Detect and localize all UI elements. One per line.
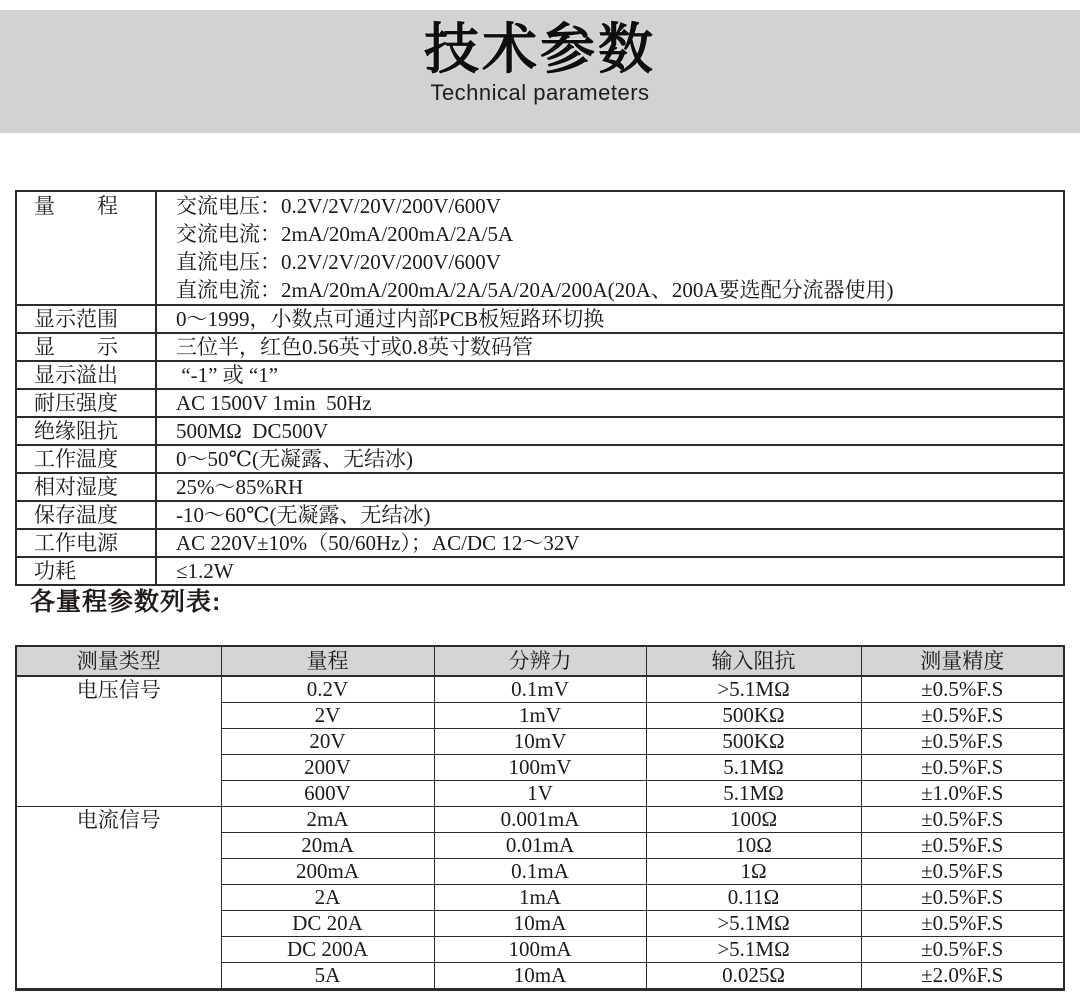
range-row <box>16 676 1064 703</box>
range-cell: ±0.5%F.S <box>861 937 1064 963</box>
spec-label-cell: 功耗 <box>16 557 156 585</box>
range-cell: ±0.5%F.S <box>861 703 1064 729</box>
range-cell: 5A <box>221 963 434 990</box>
range-header-cell: 分辨力 <box>434 646 646 676</box>
spec-value-line: ≤1.2W <box>176 559 234 583</box>
range-cell: 0.001mA <box>434 807 646 833</box>
spec-value-cell <box>156 333 1064 361</box>
page-title: 技术参数 <box>423 18 656 80</box>
range-cell: 2V <box>221 703 434 729</box>
range-cell: 1mV <box>434 703 646 729</box>
range-type-cell: 电流信号 <box>16 807 221 990</box>
spec-value-line: 500MΩ DC500V <box>176 419 329 443</box>
range-cell: 1V <box>434 781 646 807</box>
spec-value-cell <box>156 389 1064 417</box>
range-cell: DC 20A <box>221 911 434 937</box>
spec-table <box>15 190 1065 586</box>
spec-value-cell <box>156 417 1064 445</box>
spec-value-line: 交流电流：2mA/20mA/200mA/2A/5A <box>176 222 514 246</box>
spec-label-cell: 耐压强度 <box>16 389 156 417</box>
range-cell: 0.1mA <box>434 859 646 885</box>
range-cell: >5.1MΩ <box>646 937 861 963</box>
range-cell: 100mV <box>434 755 646 781</box>
range-cell: 200V <box>221 755 434 781</box>
spec-row <box>16 557 1064 585</box>
spec-row <box>16 361 1064 389</box>
range-header-cell: 量程 <box>221 646 434 676</box>
range-cell: ±2.0%F.S <box>861 963 1064 990</box>
range-cell: 10Ω <box>646 833 861 859</box>
spec-value-cell <box>156 557 1064 585</box>
range-cell: >5.1MΩ <box>646 676 861 703</box>
spec-label-cell: 相对湿度 <box>16 473 156 501</box>
range-cell: 100Ω <box>646 807 861 833</box>
range-cell: 500KΩ <box>646 703 861 729</box>
range-cell: >5.1MΩ <box>646 911 861 937</box>
range-table <box>15 645 1065 991</box>
spec-value-line: AC 220V±10%（50/60Hz）；AC/DC 12～32V <box>176 531 580 555</box>
range-header-cell: 输入阻抗 <box>646 646 861 676</box>
spec-value-line: 0～50℃(无凝露、无结冰) <box>176 447 413 471</box>
spec-row <box>16 501 1064 529</box>
range-cell: 20V <box>221 729 434 755</box>
spec-row <box>16 417 1064 445</box>
header-band <box>0 10 1080 133</box>
spec-label-cell: 工作温度 <box>16 445 156 473</box>
spec-value-line: 三位半，红色0.56英寸或0.8英寸数码管 <box>176 335 533 359</box>
range-cell: 500KΩ <box>646 729 861 755</box>
range-header-cell: 测量精度 <box>861 646 1064 676</box>
range-cell: ±0.5%F.S <box>861 859 1064 885</box>
spec-row <box>16 529 1064 557</box>
spec-row <box>16 445 1064 473</box>
range-cell: ±1.0%F.S <box>861 781 1064 807</box>
spec-value-line: 25%～85%RH <box>176 475 304 499</box>
spec-row <box>16 191 1064 305</box>
spec-row <box>16 305 1064 333</box>
spec-value-cell <box>156 191 1064 305</box>
spec-value-line: 0～1999，小数点可通过内部PCB板短路环切换 <box>176 307 605 331</box>
range-type-cell: 电压信号 <box>16 676 221 807</box>
spec-label-cell: 显示范围 <box>16 305 156 333</box>
range-cell: ±0.5%F.S <box>861 833 1064 859</box>
range-cell: 1Ω <box>646 859 861 885</box>
section-title: 各量程参数列表: <box>30 588 222 616</box>
range-header-cell: 测量类型 <box>16 646 221 676</box>
spec-label-cell: 量 程 <box>16 191 156 305</box>
spec-value-line: 交流电压：0.2V/2V/20V/200V/600V <box>176 194 501 218</box>
spec-row <box>16 333 1064 361</box>
range-cell: DC 200A <box>221 937 434 963</box>
spec-label-cell: 显示溢出 <box>16 361 156 389</box>
spec-label-cell: 工作电源 <box>16 529 156 557</box>
range-cell: 600V <box>221 781 434 807</box>
spec-label-cell: 绝缘阻抗 <box>16 417 156 445</box>
spec-row <box>16 473 1064 501</box>
spec-value-line: 直流电压：0.2V/2V/20V/200V/600V <box>176 250 501 274</box>
spec-row <box>16 389 1064 417</box>
range-cell: 5.1MΩ <box>646 755 861 781</box>
spec-value-cell <box>156 305 1064 333</box>
range-cell: ±0.5%F.S <box>861 676 1064 703</box>
range-header-row <box>16 646 1064 676</box>
range-cell: 1mA <box>434 885 646 911</box>
range-cell: 10mA <box>434 911 646 937</box>
range-cell: 0.01mA <box>434 833 646 859</box>
spec-value-line: “-1” 或 “1” <box>176 363 279 387</box>
range-cell: 200mA <box>221 859 434 885</box>
range-cell: 0.2V <box>221 676 434 703</box>
spec-value-line: 直流电流：2mA/20mA/200mA/2A/5A/20A/200A(20A、200A要选配分流器使用) <box>176 278 894 302</box>
range-cell: 0.025Ω <box>646 963 861 990</box>
range-cell: 20mA <box>221 833 434 859</box>
spec-value-cell <box>156 501 1064 529</box>
range-cell: 2mA <box>221 807 434 833</box>
range-cell: 0.11Ω <box>646 885 861 911</box>
range-cell: 2A <box>221 885 434 911</box>
range-cell: 5.1MΩ <box>646 781 861 807</box>
spec-value-line: -10～60℃(无凝露、无结冰) <box>176 503 431 527</box>
range-cell: ±0.5%F.S <box>861 807 1064 833</box>
spec-value-line: AC 1500V 1min 50Hz <box>176 391 372 415</box>
range-row <box>16 807 1064 833</box>
spec-label-cell: 显 示 <box>16 333 156 361</box>
range-cell: 100mA <box>434 937 646 963</box>
spec-value-cell <box>156 473 1064 501</box>
spec-value-cell <box>156 361 1064 389</box>
range-cell: ±0.5%F.S <box>861 911 1064 937</box>
range-cell: 0.1mV <box>434 676 646 703</box>
range-cell: 10mA <box>434 963 646 990</box>
spec-value-cell <box>156 529 1064 557</box>
spec-value-cell <box>156 445 1064 473</box>
range-cell: ±0.5%F.S <box>861 755 1064 781</box>
page-subtitle: Technical parameters <box>430 80 650 105</box>
spec-label-cell: 保存温度 <box>16 501 156 529</box>
range-cell: ±0.5%F.S <box>861 885 1064 911</box>
range-cell: ±0.5%F.S <box>861 729 1064 755</box>
range-cell: 10mV <box>434 729 646 755</box>
